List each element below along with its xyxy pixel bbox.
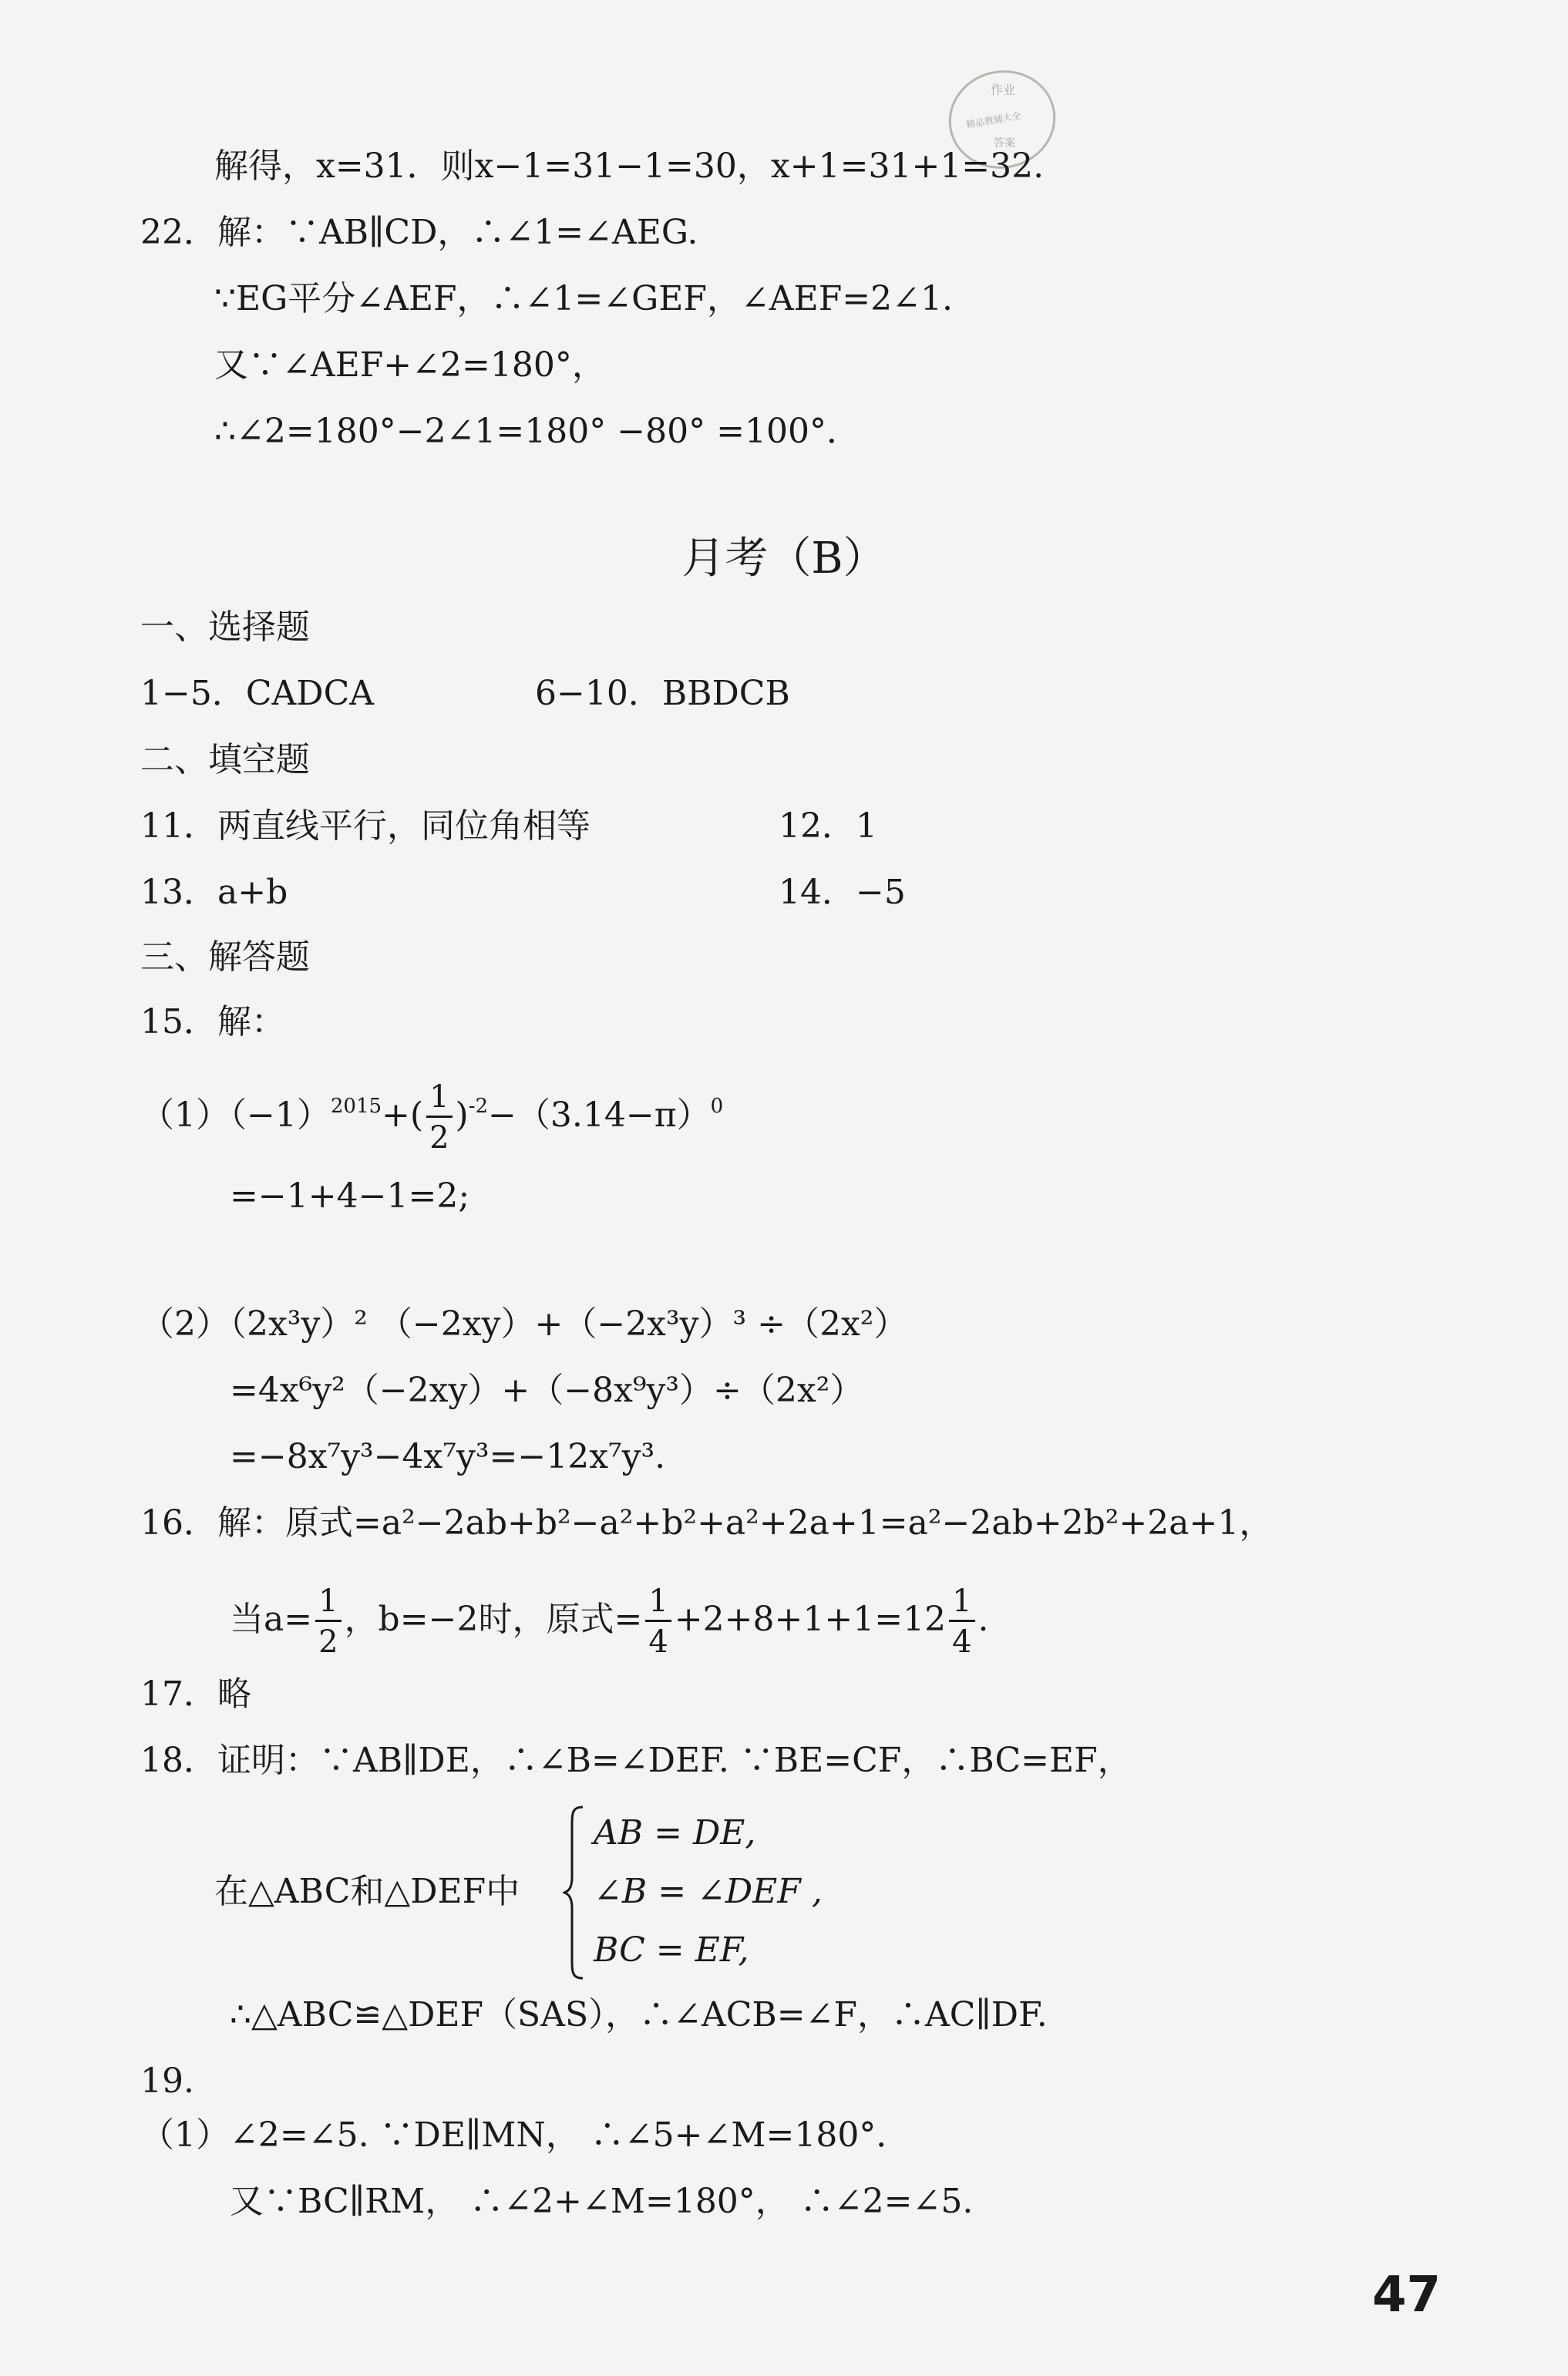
fraction-denominator: 2 [429,1120,449,1156]
q19-label: 19. [140,2061,194,2101]
q16-text-4: . [977,1600,989,1639]
part1-heading: 一、选择题 [140,607,310,647]
q18-line1: 18．证明：∵AB∥DE，∴∠B=∠DEF. ∵BE=CF，∴BC=EF， [140,1741,1132,1780]
q17-line: 17．略 [140,1674,251,1714]
q19-part1-line1: （1）∠2=∠5. ∵DE∥MN， ∴∠5+∠M=180°． [140,2115,910,2155]
q15-label: 15．解： [140,1002,285,1042]
fraction-denominator: 2 [318,1624,338,1660]
fraction-denominator: 4 [952,1624,972,1660]
q18-system-line-3: BC = EF, [594,1930,749,1970]
q15-part1-expression [140,1073,723,1158]
q16-text-3: +2+8+1+1=12 [674,1600,947,1639]
fraction-result-quarter [949,1583,974,1660]
q16-line1: 16．解：原式=a²−2ab+b²−a²+b²+a²+2a+1=a²−2ab+2b²+2a+1， [140,1503,1274,1543]
q15-part1-d: −（3.14−π） [488,1095,711,1135]
page-number: 47 [1372,2267,1442,2324]
solution-line-1: 解得，x=31．则x−1=31−1=30，x+1=31+1=32. [214,146,1045,186]
q22-bisector-line: ∵EG平分∠AEF，∴∠1=∠GEF，∠AEF=2∠1. [214,279,953,318]
seal-text-bottom: 答案 [994,137,1015,150]
seal-text-top: 作业 [991,82,1016,97]
part3-heading: 三、解答题 [140,937,310,977]
q15-part2-line1: （2）（2x³y）² （−2xy）+（−2x³y）³ ÷（2x²） [140,1304,908,1344]
fraction-numerator: 1 [426,1082,452,1118]
q15-part1-b: +( [382,1095,424,1135]
part2-heading: 二、填空题 [140,740,310,779]
fill-answer-11: 11．两直线平行，同位角相等 [140,806,591,846]
q15-part2-line2: =4x⁶y²（−2xy）+（−8x⁹y³）÷（2x²） [230,1371,864,1410]
fraction-one-half [426,1079,452,1156]
fraction-a-value [315,1583,341,1660]
fill-answer-12: 12．1 [779,806,877,846]
section-title: 月考（B） [681,533,887,584]
fraction-numerator: 1 [315,1586,341,1622]
q15-part1-exponent-3: 0 [710,1095,724,1118]
fraction-numerator: 1 [949,1586,974,1622]
q15-part1-c: ) [455,1095,469,1135]
q15-part1-a: （1）（−1） [140,1095,331,1135]
fill-answer-14: 14．−5 [779,873,906,912]
q15-part2-line3: =−8x⁷y³−4x⁷y³=−12x⁷y³. [230,1437,666,1476]
q19-part1-line2: 又∵BC∥RM， ∴∠2+∠M=180°， ∴∠2=∠5. [230,2182,974,2221]
q18-system-line-1: AB = DE, [594,1813,756,1853]
q15-part1-exponent-2: -2 [468,1095,489,1118]
choice-answers-6-10: 6−10．BBDCB [535,674,790,713]
q22-supplement-line: 又∵∠AEF+∠2=180°， [214,345,606,385]
q18-condition-label: 在△ABC和△DEF中 [214,1872,520,1911]
q22-result-line: ∴∠2=180°−2∠1=180° −80° =100°． [214,412,860,451]
q16-substitution-line [230,1577,989,1662]
seal-text-middle: 精品教辅大全 [965,109,1022,131]
q16-text-2: ，b=−2时，原式= [344,1600,643,1639]
left-brace-icon [563,1804,586,1981]
choice-answers-1-5: 1−5．CADCA [140,674,375,713]
fill-answer-13: 13．a+b [140,873,288,912]
fraction-numerator: 1 [645,1586,671,1622]
q18-system-line-2: ∠B = ∠DEF , [594,1872,823,1911]
q15-part1-answer: =−1+4−1=2; [230,1176,470,1216]
fraction-denominator: 4 [648,1624,668,1660]
fraction-one-quarter [645,1583,671,1660]
q22-line: 22．解：∵AB∥CD，∴∠1=∠AEG. [140,213,698,252]
q15-part1-exponent-1: 2015 [330,1095,382,1118]
q18-conclusion: ∴△ABC≌△DEF（SAS），∴∠ACB=∠F，∴AC∥DF. [230,1995,1048,2034]
q16-text-1: 当a= [230,1600,313,1639]
q18-system-lines [594,1804,823,1980]
